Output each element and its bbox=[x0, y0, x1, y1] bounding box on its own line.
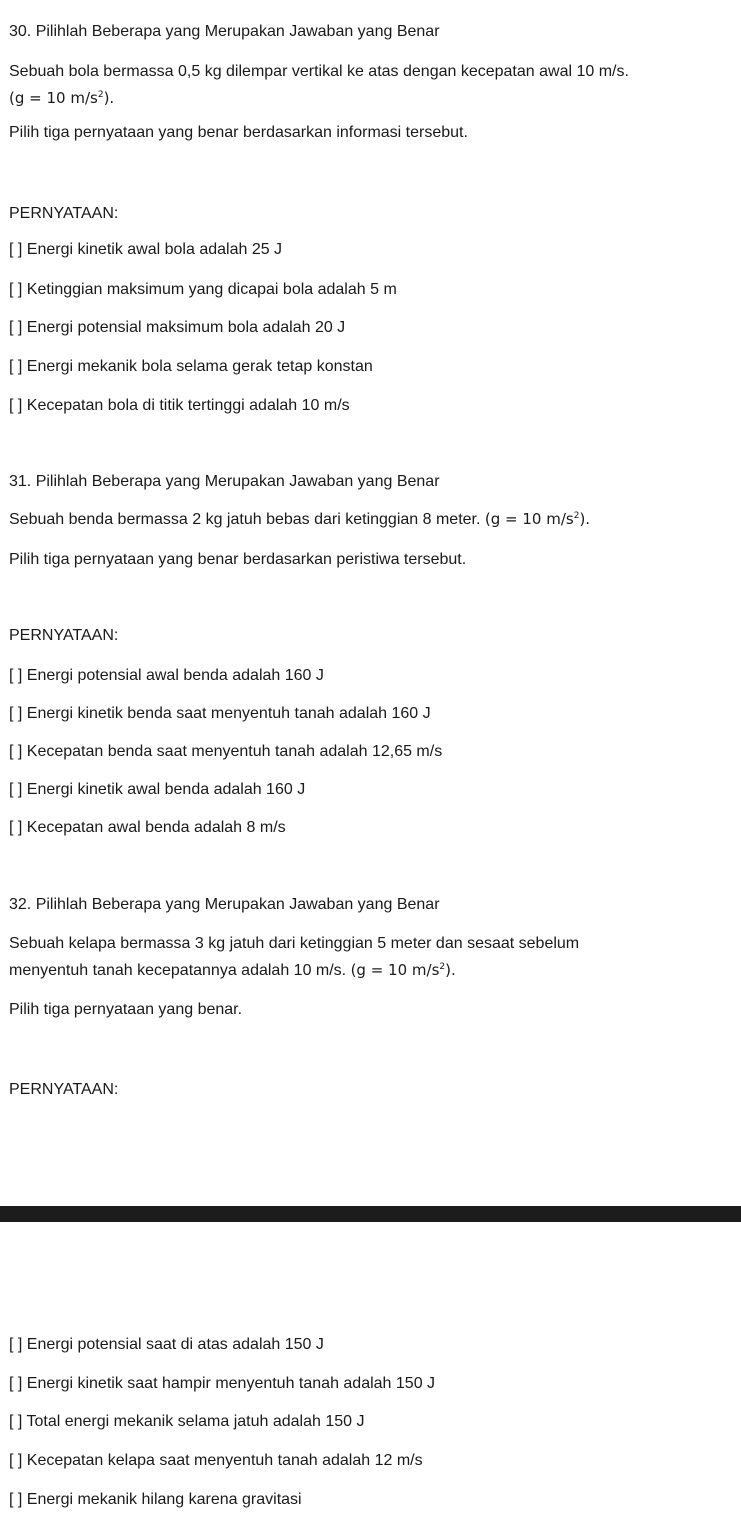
q32-instruction: Pilih tiga pernyataan yang benar. bbox=[9, 1001, 243, 1018]
q32-option-5[interactable]: [ ] Energi mekanik hilang karena gravitasi bbox=[9, 1491, 302, 1508]
q32-formula bbox=[351, 961, 456, 979]
q30-option-4[interactable]: [ ] Energi mekanik bola selama gerak tetap konstan bbox=[9, 358, 373, 375]
q32-option-3[interactable]: [ ] Total energi mekanik selama jatuh adalah 150 J bbox=[9, 1413, 365, 1430]
q31-formula-exponent: 2 bbox=[573, 511, 580, 521]
q31-section-label: PERNYATAAN: bbox=[9, 627, 119, 644]
q31-formula bbox=[485, 510, 590, 528]
q32-formula-end: ). bbox=[445, 961, 456, 979]
q30-formula bbox=[9, 88, 114, 108]
q31-stem-text: Sebuah benda bermassa 2 kg jatuh bebas dari ketinggian 8 meter. bbox=[9, 511, 485, 528]
q32-stem-line-2 bbox=[9, 960, 456, 981]
q32-formula-main: (g = 10 m/s bbox=[350, 961, 440, 979]
q31-formula-main: (g = 10 m/s bbox=[484, 510, 574, 528]
section-divider-bar bbox=[0, 1206, 741, 1222]
q30-option-5[interactable]: [ ] Kecepatan bola di titik tertinggi adalah 10 m/s bbox=[9, 397, 350, 414]
q30-option-1[interactable]: [ ] Energi kinetik awal bola adalah 25 J bbox=[9, 241, 283, 258]
q31-formula-end: ). bbox=[579, 510, 591, 528]
q32-title: 32. Pilihlah Beberapa yang Merupakan Jawaban yang Benar bbox=[9, 896, 440, 913]
q32-option-2[interactable]: [ ] Energi kinetik saat hampir menyentuh tanah adalah 150 J bbox=[9, 1375, 436, 1392]
q31-option-2[interactable]: [ ] Energi kinetik benda saat menyentuh tanah adalah 160 J bbox=[9, 705, 431, 722]
q30-formula-main: (g = 10 m/s bbox=[9, 89, 98, 107]
q32-stem-line-1: Sebuah kelapa bermassa 3 kg jatuh dari ketinggian 5 meter dan sesaat sebelum bbox=[9, 935, 580, 952]
q31-option-1[interactable]: [ ] Energi potensial awal benda adalah 160 J bbox=[9, 667, 324, 684]
q32-stem-text: menyentuh tanah kecepatannya adalah 10 m/s. bbox=[9, 962, 351, 979]
q31-option-3[interactable]: [ ] Kecepatan benda saat menyentuh tanah adalah 12,65 m/s bbox=[9, 743, 443, 760]
q30-instruction: Pilih tiga pernyataan yang benar berdasarkan informasi tersebut. bbox=[9, 124, 468, 141]
q31-instruction: Pilih tiga pernyataan yang benar berdasarkan peristiwa tersebut. bbox=[9, 551, 467, 568]
q30-title: 30. Pilihlah Beberapa yang Merupakan Jawaban yang Benar bbox=[9, 23, 440, 40]
q32-section-label: PERNYATAAN: bbox=[9, 1081, 119, 1098]
q30-option-2[interactable]: [ ] Ketinggian maksimum yang dicapai bola adalah 5 m bbox=[9, 281, 397, 298]
q32-option-4[interactable]: [ ] Kecepatan kelapa saat menyentuh tanah adalah 12 m/s bbox=[9, 1452, 423, 1469]
q32-formula-exponent: 2 bbox=[439, 962, 446, 972]
q31-option-4[interactable]: [ ] Energi kinetik awal benda adalah 160 J bbox=[9, 781, 306, 798]
q30-section-label: PERNYATAAN: bbox=[9, 205, 119, 222]
q31-stem bbox=[9, 509, 590, 530]
q32-option-1[interactable]: [ ] Energi potensial saat di atas adalah 150 J bbox=[9, 1336, 324, 1353]
q30-option-3[interactable]: [ ] Energi potensial maksimum bola adalah 20 J bbox=[9, 319, 346, 336]
q30-stem: Sebuah bola bermassa 0,5 kg dilempar vertikal ke atas dengan kecepatan awal 10 m/s. bbox=[9, 63, 629, 80]
q31-title: 31. Pilihlah Beberapa yang Merupakan Jawaban yang Benar bbox=[9, 473, 440, 490]
q30-formula-exponent: 2 bbox=[97, 90, 104, 100]
q30-formula-end: ). bbox=[103, 89, 115, 107]
q31-option-5[interactable]: [ ] Kecepatan awal benda adalah 8 m/s bbox=[9, 819, 286, 836]
